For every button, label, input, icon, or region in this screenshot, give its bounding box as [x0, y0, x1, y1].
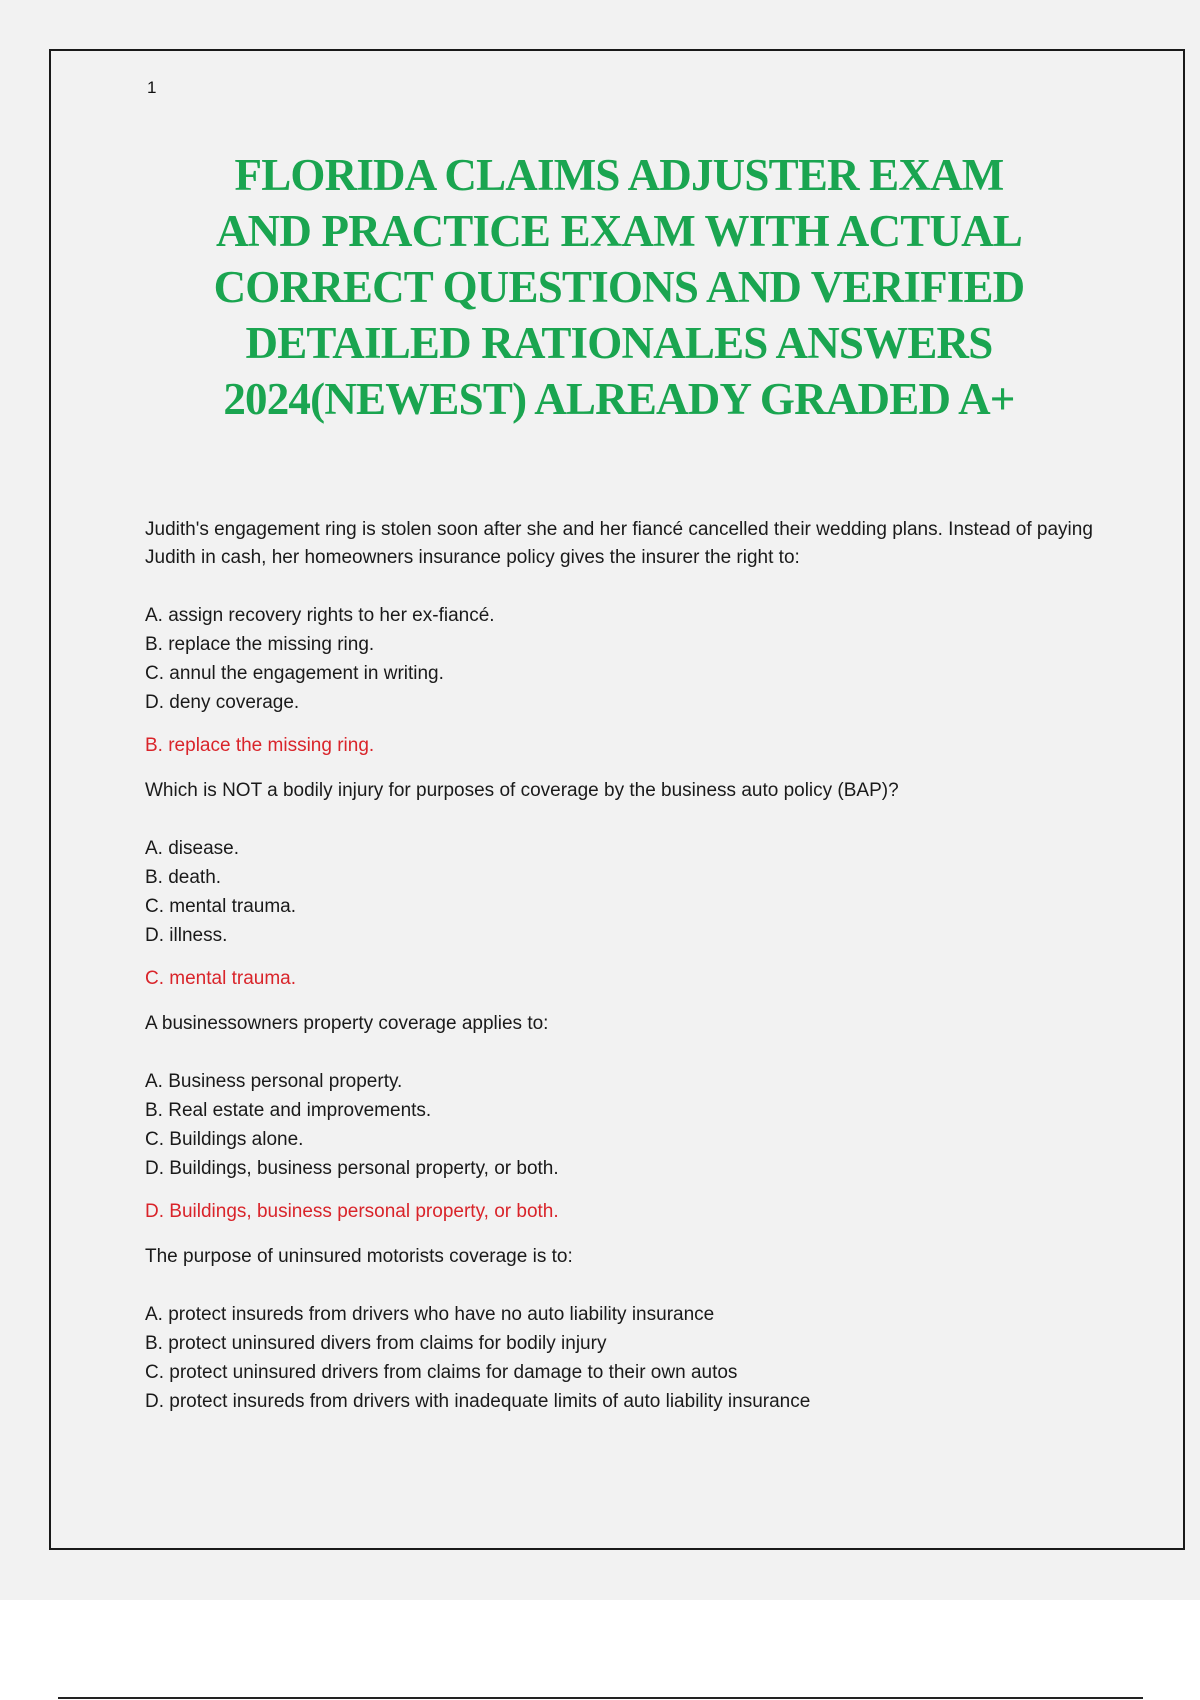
- document-title: [91, 147, 1147, 427]
- correct-answer: D. Buildings, business personal property, or both.: [145, 1201, 559, 1222]
- answer-options: [145, 601, 1125, 717]
- option-d: D. deny coverage.: [145, 692, 300, 713]
- option-d: D. illness.: [145, 925, 228, 946]
- document-page: [49, 49, 1185, 1550]
- correct-answer: C. mental trauma.: [145, 968, 296, 989]
- option-a: A. assign recovery rights to her ex-fiancé.: [145, 605, 495, 626]
- option-a: A. protect insureds from drivers who have no auto liability insurance: [145, 1304, 715, 1325]
- option-a: A. Business personal property.: [145, 1071, 403, 1092]
- option-a: A. disease.: [145, 838, 239, 859]
- title-line: CORRECT QUESTIONS AND VERIFIED: [213, 262, 1025, 312]
- page-number: 1: [147, 78, 157, 97]
- title-line: 2024(NEWEST) ALREADY GRADED A+: [223, 374, 1015, 424]
- question-stem: A businessowners property coverage applies to:: [145, 1013, 549, 1034]
- question-2: [145, 777, 1125, 993]
- option-c: C. protect uninsured drivers from claims for damage to their own autos: [145, 1362, 738, 1383]
- answer-options: [145, 1300, 1125, 1416]
- spacer: [145, 993, 1125, 1010]
- answer-options: [145, 1067, 1125, 1183]
- option-d: D. protect insureds from drivers with inadequate limits of auto liability insurance: [145, 1391, 811, 1412]
- title-line: DETAILED RATIONALES ANSWERS: [245, 318, 993, 368]
- spacer: [145, 760, 1125, 777]
- option-b: B. death.: [145, 867, 222, 888]
- bottom-divider: [58, 1697, 1143, 1699]
- option-b: B. protect uninsured divers from claims for bodily injury: [145, 1333, 607, 1354]
- question-stem: Which is NOT a bodily injury for purposes of coverage by the business auto policy (BAP)?: [145, 780, 899, 801]
- question-1: [145, 516, 1125, 760]
- option-c: C. Buildings alone.: [145, 1129, 304, 1150]
- option-b: B. Real estate and improvements.: [145, 1100, 432, 1121]
- option-b: B. replace the missing ring.: [145, 634, 375, 655]
- question-4: [145, 1243, 1125, 1416]
- title-line: AND PRACTICE EXAM WITH ACTUAL: [215, 206, 1023, 256]
- correct-answer: B. replace the missing ring.: [145, 735, 375, 756]
- question-stem: The purpose of uninsured motorists coverage is to:: [145, 1246, 573, 1267]
- option-c: C. mental trauma.: [145, 896, 296, 917]
- option-d: D. Buildings, business personal property, or both.: [145, 1158, 559, 1179]
- question-3: [145, 1010, 1125, 1226]
- question-stem: Judith's engagement ring is stolen soon after she and her fiancé cancelled their wedding plans. Instead of paying Judith in cash, her homeowners insurance policy gives the insurer the right to:: [145, 519, 1093, 568]
- title-line: FLORIDA CLAIMS ADJUSTER EXAM: [234, 150, 1004, 200]
- answer-options: [145, 834, 1125, 950]
- spacer: [145, 1226, 1125, 1243]
- question-list: [145, 516, 1125, 1416]
- option-c: C. annul the engagement in writing.: [145, 663, 444, 684]
